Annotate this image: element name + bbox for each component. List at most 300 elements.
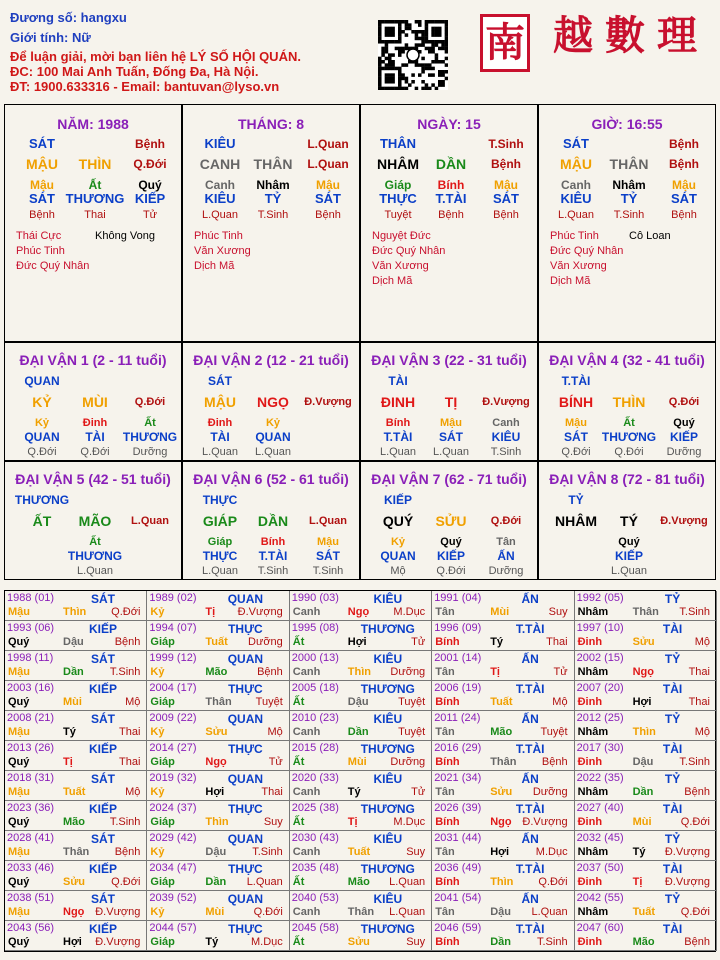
year-stage: Bệnh <box>114 636 141 648</box>
year-stage: Bệnh <box>684 786 710 798</box>
dai-van-title: ĐẠI VẬN 7 (62 - 71 tuổi) <box>371 471 527 487</box>
year-ten-god: KIẾP <box>88 682 117 696</box>
hidden-stage: Q.Đới <box>27 446 57 458</box>
heavenly-stem: CANH <box>199 156 241 172</box>
year-stem: Đinh <box>577 636 603 648</box>
header-line: Đương số: hangxu <box>10 10 127 25</box>
heavenly-stem: NHÂM <box>555 513 597 529</box>
pillar-ten-god: KIÊU <box>204 136 236 151</box>
year-label: 2038 (51) <box>7 892 55 904</box>
year-stem: Quý <box>8 876 30 888</box>
star-item: Phúc Tinh <box>550 230 599 242</box>
hidden-stem: Kỷ <box>34 417 50 429</box>
hidden-stage: L.Quan <box>201 565 239 577</box>
year-branch: Sửu <box>632 636 655 648</box>
hidden-ten-god: TỶ <box>620 191 638 206</box>
dai-van-cell <box>360 342 538 461</box>
year-stage: L.Quan <box>246 876 283 888</box>
year-label: 1997 (10) <box>576 622 624 634</box>
dai-van-title: ĐẠI VẬN 5 (42 - 51 tuổi) <box>15 471 171 487</box>
dai-van-cell <box>182 342 360 461</box>
year-cell <box>575 681 717 711</box>
year-cell <box>147 771 289 801</box>
hidden-ten-god: T.TÀI <box>383 430 413 444</box>
year-cell <box>290 801 432 831</box>
year-branch: Tuất <box>205 636 228 648</box>
hidden-ten-god: THỰC <box>379 191 417 206</box>
dai-van-title: ĐẠI VẬN 4 (32 - 41 tuổi) <box>549 352 705 368</box>
hidden-stem: Canh <box>561 178 591 192</box>
pillar-stage: L.Quan <box>307 137 349 151</box>
dai-van-ten-god: QUAN <box>24 374 60 388</box>
year-label: 1992 (05) <box>576 592 624 604</box>
year-ten-god: TÀI <box>662 922 683 936</box>
year-label: 2036 (49) <box>434 862 482 874</box>
year-label: 2034 (47) <box>149 862 197 874</box>
hidden-stage: L.Quan <box>201 209 239 221</box>
year-stem: Bính <box>435 936 460 948</box>
star-item: Dịch Mã <box>550 275 591 287</box>
year-branch: Hợi <box>63 936 82 948</box>
heavenly-stem: GIÁP <box>202 513 238 529</box>
year-cell <box>147 921 289 951</box>
year-cell <box>5 741 147 771</box>
year-ten-god: T.TÀI <box>515 742 545 756</box>
year-cell <box>575 711 717 741</box>
year-ten-god: ẤN <box>521 892 539 906</box>
year-branch: Tý <box>63 726 76 738</box>
year-branch: Hợi <box>347 636 367 648</box>
year-ten-god: THỰC <box>228 742 263 756</box>
year-branch: Tị <box>490 666 500 678</box>
year-cell <box>147 681 289 711</box>
star-extra: Không Vong <box>95 230 155 242</box>
pillar-ten-god: SÁT <box>29 136 55 151</box>
earthly-branch: MÃO <box>78 513 112 529</box>
year-cell <box>290 921 432 951</box>
year-stage: Bệnh <box>114 846 141 858</box>
year-label: 1988 (01) <box>7 592 55 604</box>
year-stage: Đ.Vượng <box>664 876 710 888</box>
dai-van-relation: L.Quan <box>309 515 347 527</box>
hidden-stem: Quý <box>618 536 640 548</box>
year-cell <box>575 651 717 681</box>
year-label: 1996 (09) <box>434 622 482 634</box>
year-label: 2011 (24) <box>434 712 481 724</box>
year-branch: Hợi <box>632 696 652 708</box>
hidden-stage: Tử <box>142 209 158 221</box>
hidden-stage: Bệnh <box>493 209 519 221</box>
year-branch: Mão <box>205 666 228 678</box>
year-branch: Mùi <box>205 906 225 918</box>
earthly-branch: DẦN <box>257 513 289 529</box>
brand-character: 越 <box>553 12 593 59</box>
year-stem: Tân <box>435 666 455 678</box>
hidden-stage: Q.Đới <box>561 446 591 458</box>
year-label: 2014 (27) <box>149 742 197 754</box>
year-label: 2047 (60) <box>576 922 624 934</box>
year-ten-god: KIÊU <box>373 652 403 666</box>
year-cell <box>290 651 432 681</box>
year-stem: Tân <box>435 786 455 798</box>
year-cell <box>147 801 289 831</box>
dai-van-ten-god: THƯƠNG <box>14 493 70 507</box>
year-branch: Thìn <box>490 876 514 888</box>
pillar-cell <box>538 104 716 342</box>
year-stage: Mộ <box>267 726 283 738</box>
dai-van-relation: Q.Đới <box>668 396 700 408</box>
hidden-stage: T.Sinh <box>257 565 289 577</box>
year-stage: L.Quan <box>389 906 426 918</box>
hidden-ten-god: THƯƠNG <box>601 430 657 444</box>
hidden-stage: Tuyệt <box>384 209 412 221</box>
hidden-stem: Ất <box>623 417 635 429</box>
pillar-title: THÁNG: 8 <box>237 116 305 132</box>
earthly-branch: TÝ <box>620 513 638 529</box>
year-cell <box>5 711 147 741</box>
star-item: Dịch Mã <box>194 260 235 272</box>
year-cell <box>147 831 289 861</box>
year-ten-god: THƯƠNG <box>360 622 415 636</box>
year-label: 2041 (54) <box>434 892 482 904</box>
year-stem: Nhâm <box>577 726 609 738</box>
year-stage: Tử <box>553 666 568 678</box>
dai-van-title: ĐẠI VẬN 1 (2 - 11 tuổi) <box>19 352 167 368</box>
year-cell <box>5 921 147 951</box>
year-branch: Tị <box>205 606 216 618</box>
year-ten-god: THỰC <box>228 622 263 636</box>
seal: 南 <box>480 14 530 72</box>
year-stage: Đ.Vượng <box>95 936 141 948</box>
header-line: Để luận giải, mời bạn liên hệ LÝ SỐ HỘI QUÁN. <box>10 49 301 64</box>
hidden-stem: Bính <box>437 178 465 192</box>
year-cell <box>432 591 574 621</box>
year-ten-god: ẤN <box>521 832 539 846</box>
year-ten-god: KIÊU <box>373 892 403 906</box>
year-stage: Q.Đới <box>111 606 141 618</box>
year-ten-god: THƯƠNG <box>360 682 415 696</box>
year-stem: Nhâm <box>577 666 609 678</box>
year-stem: Giáp <box>150 816 175 828</box>
year-ten-god: QUAN <box>227 592 264 606</box>
hidden-stem: Quý <box>673 417 695 429</box>
year-cell <box>5 651 147 681</box>
year-stem: Mậu <box>8 786 30 798</box>
year-branch: Dậu <box>347 696 369 708</box>
year-label: 2001 (14) <box>434 652 482 664</box>
year-stage: Thai <box>688 696 710 708</box>
year-stage: Tử <box>411 636 426 648</box>
hidden-stem: Mậu <box>494 178 518 192</box>
year-stage: Dưỡng <box>390 756 426 768</box>
hidden-stage: L.Quan <box>201 446 239 458</box>
year-stage: Suy <box>263 816 283 828</box>
year-branch: Dần <box>632 786 654 798</box>
year-ten-god: QUAN <box>227 712 264 726</box>
year-cell <box>5 831 147 861</box>
year-stem: Mậu <box>8 606 30 618</box>
year-branch: Tuất <box>63 786 86 798</box>
year-branch: Mùi <box>347 756 367 768</box>
year-branch: Ngọ <box>347 606 370 618</box>
year-ten-god: T.TÀI <box>515 862 545 876</box>
dai-van-cell <box>4 342 182 461</box>
year-ten-god: KIẾP <box>88 742 117 756</box>
year-stage: Bệnh <box>684 936 710 948</box>
year-stem: Kỷ <box>150 846 165 858</box>
hidden-stem: Bính <box>260 536 286 548</box>
year-stage: Dưỡng <box>390 666 426 678</box>
year-cell <box>290 861 432 891</box>
year-ten-god: QUAN <box>227 832 264 846</box>
year-ten-god: TÀI <box>662 622 683 636</box>
year-branch: Thìn <box>63 606 87 618</box>
year-stage: M.Dục <box>535 846 568 858</box>
year-stem: Bính <box>435 756 460 768</box>
hidden-ten-god: THỰC <box>202 549 238 563</box>
year-stage: T.Sinh <box>109 666 141 678</box>
dai-van-relation: Q.Đới <box>134 396 166 408</box>
year-branch: Mão <box>632 936 655 948</box>
hidden-stage: Bệnh <box>671 209 697 221</box>
hidden-ten-god: T.TÀI <box>435 191 467 206</box>
heavenly-stem: MẬU <box>26 156 58 172</box>
hidden-stage: Dưỡng <box>488 565 524 577</box>
dai-van-cell <box>538 461 716 580</box>
year-stage: T.Sinh <box>109 816 141 828</box>
year-label: 2005 (18) <box>291 682 339 694</box>
year-branch: Ngọ <box>632 666 654 678</box>
star-item: Văn Xương <box>550 260 607 272</box>
hidden-ten-god: SÁT <box>29 191 55 206</box>
year-stem: Bính <box>435 816 460 828</box>
hidden-stage: Dưỡng <box>132 446 168 458</box>
year-label: 1999 (12) <box>149 652 197 664</box>
year-branch: Tị <box>63 756 73 768</box>
hidden-stem: Mậu <box>440 417 462 429</box>
hidden-ten-god: SÁT <box>493 191 519 206</box>
year-branch: Tị <box>632 876 643 888</box>
hidden-stem: Mậu <box>317 536 339 548</box>
star-item: Phúc Tinh <box>16 245 65 257</box>
heavenly-stem: MẬU <box>204 394 236 410</box>
hidden-stem: Mậu <box>672 178 696 192</box>
year-stem: Canh <box>292 906 321 918</box>
star-item: Văn Xương <box>194 245 251 257</box>
year-stem: Kỷ <box>150 666 165 678</box>
qr-code <box>378 20 448 90</box>
year-stem: Nhâm <box>577 786 609 798</box>
pillar-relation: Q.Đới <box>133 157 167 171</box>
hidden-ten-god: QUAN <box>255 430 291 444</box>
heavenly-stem: BÍNH <box>558 394 594 410</box>
year-ten-god: ẤN <box>521 772 539 786</box>
year-branch: Mão <box>490 726 513 738</box>
year-ten-god: QUAN <box>227 652 264 666</box>
hidden-stage: Bệnh <box>315 209 341 221</box>
year-stem: Mậu <box>8 906 30 918</box>
hidden-stage: T.Sinh <box>257 209 289 221</box>
year-stem: Quý <box>8 936 30 948</box>
hidden-stem: Ất <box>89 536 101 548</box>
year-cell <box>147 651 289 681</box>
year-ten-god: KIẾP <box>88 862 117 876</box>
dai-van-cell <box>4 461 182 580</box>
year-label: 2026 (39) <box>434 802 482 814</box>
year-ten-god: QUAN <box>227 772 264 786</box>
year-label: 1998 (11) <box>7 652 54 664</box>
year-stem: Canh <box>292 666 321 678</box>
heavenly-stem: QUÝ <box>382 513 414 529</box>
year-branch: Dậu <box>63 636 84 648</box>
year-stage: M.Dục <box>393 606 426 618</box>
year-cell <box>432 861 574 891</box>
year-branch: Mùi <box>632 816 652 828</box>
hidden-stage: L.Quan <box>432 446 470 458</box>
year-stem: Tân <box>435 726 455 738</box>
year-stage: Q.Đới <box>253 906 283 918</box>
year-ten-god: THƯƠNG <box>360 922 415 936</box>
year-stage: Thai <box>688 666 710 678</box>
year-stem: Canh <box>292 606 321 618</box>
year-branch: Tuất <box>347 846 371 858</box>
year-stage: Đ.Vượng <box>95 906 141 918</box>
hidden-stage: Q.Đới <box>80 446 110 458</box>
star-item: Phúc Tinh <box>194 230 243 242</box>
hidden-ten-god: ẤN <box>497 549 515 563</box>
year-ten-god: THƯƠNG <box>360 862 415 876</box>
year-stage: Thai <box>118 726 141 738</box>
year-stem: Giáp <box>150 696 175 708</box>
year-label: 2044 (57) <box>149 922 197 934</box>
year-ten-god: TỶ <box>664 712 681 726</box>
heavenly-stem: ĐINH <box>380 394 416 410</box>
header-line: ĐT: 1900.633316 - Email: bantuvan@lyso.vn <box>10 79 280 94</box>
year-ten-god: ẤN <box>521 712 539 726</box>
year-label: 1994 (07) <box>149 622 197 634</box>
year-stem: Ất <box>292 936 305 948</box>
year-ten-god: KIẾP <box>88 802 117 816</box>
dai-van-relation: Đ.Vượng <box>304 396 352 408</box>
hidden-stem: Kỷ <box>265 417 281 429</box>
year-ten-god: SÁT <box>91 592 115 606</box>
year-label: 2025 (38) <box>291 802 339 814</box>
year-branch: Hợi <box>490 846 510 858</box>
hidden-stage: L.Quan <box>379 446 417 458</box>
year-branch: Thìn <box>205 816 229 828</box>
year-ten-god: TÀI <box>662 862 683 876</box>
year-label: 2039 (52) <box>149 892 197 904</box>
year-label: 2002 (15) <box>576 652 624 664</box>
year-stem: Nhâm <box>577 606 609 618</box>
year-cell <box>147 741 289 771</box>
hidden-ten-god: T.TÀI <box>258 549 288 563</box>
hidden-stage: Bệnh <box>29 209 55 221</box>
year-branch: Sửu <box>205 726 228 738</box>
year-cell <box>575 771 717 801</box>
year-label: 2008 (21) <box>7 712 55 724</box>
year-stem: Đinh <box>577 696 603 708</box>
hidden-ten-god: KIẾP <box>614 549 643 563</box>
year-branch: Dần <box>205 876 227 888</box>
year-cell <box>147 591 289 621</box>
year-cell <box>5 591 147 621</box>
year-stem: Đinh <box>577 936 603 948</box>
pillar-relation: Bệnh <box>669 157 699 171</box>
year-stage: Suy <box>406 936 426 948</box>
year-stem: Quý <box>8 696 30 708</box>
year-label: 2003 (16) <box>7 682 55 694</box>
year-label: 2033 (46) <box>7 862 55 874</box>
year-label: 2017 (30) <box>576 742 624 754</box>
hidden-ten-god: KIẾP <box>436 549 465 563</box>
hidden-stage: T.Sinh <box>613 209 645 221</box>
pillar-ten-god: SÁT <box>563 136 589 151</box>
hidden-ten-god: KIÊU <box>491 430 521 444</box>
year-stage: Đ.Vượng <box>522 816 568 828</box>
hidden-stem: Kỷ <box>390 536 406 548</box>
year-stem: Kỷ <box>150 906 165 918</box>
hidden-ten-god: SÁT <box>564 430 588 444</box>
dai-van-title: ĐẠI VẬN 2 (12 - 21 tuổi) <box>193 352 349 368</box>
year-stem: Kỷ <box>150 606 165 618</box>
dai-van-ten-god: TÀI <box>388 374 408 388</box>
hidden-ten-god: THƯƠNG <box>122 430 178 444</box>
year-stem: Tân <box>435 606 455 618</box>
year-stage: Bệnh <box>257 666 283 678</box>
year-cell <box>290 681 432 711</box>
pillar-cell <box>182 104 360 342</box>
year-stem: Tân <box>435 906 455 918</box>
year-ten-god: SÁT <box>91 832 115 846</box>
hidden-stem: Giáp <box>207 536 233 548</box>
year-branch: Thân <box>632 606 659 618</box>
hidden-stem: Mậu <box>316 178 340 192</box>
year-label: 2028 (41) <box>7 832 55 844</box>
pillar-relation: Bệnh <box>491 157 521 171</box>
dai-van-relation: Q.Đới <box>490 515 522 527</box>
year-stage: Đ.Vượng <box>664 846 710 858</box>
dai-van-relation: L.Quan <box>131 515 169 527</box>
year-stage: Đ.Vượng <box>237 606 283 618</box>
year-stem: Canh <box>292 786 321 798</box>
year-label: 2046 (59) <box>434 922 482 934</box>
year-stem: Mậu <box>8 726 30 738</box>
year-branch: Mão <box>63 816 85 828</box>
pillar-title: NĂM: 1988 <box>57 116 129 132</box>
year-ten-god: SÁT <box>91 892 115 906</box>
year-ten-god: KIẾP <box>88 922 117 936</box>
hidden-stem: Quý <box>138 178 162 192</box>
year-stem: Giáp <box>150 756 175 768</box>
hidden-stem: Mậu <box>565 417 587 429</box>
year-cell <box>575 591 717 621</box>
year-stem: Quý <box>8 756 30 768</box>
year-label: 2004 (17) <box>149 682 197 694</box>
year-label: 2013 (26) <box>7 742 55 754</box>
brand-character: 數 <box>605 12 645 59</box>
year-cell <box>290 711 432 741</box>
year-ten-god: SÁT <box>91 652 115 666</box>
year-branch: Ngọ <box>63 906 85 918</box>
year-label: 2020 (33) <box>291 772 339 784</box>
year-branch: Ngọ <box>205 756 227 768</box>
year-branch: Thìn <box>347 666 372 678</box>
year-ten-god: TÀI <box>662 802 683 816</box>
year-branch: Dần <box>490 936 511 948</box>
year-ten-god: THƯƠNG <box>360 802 415 816</box>
heavenly-stem: MẬU <box>560 156 592 172</box>
